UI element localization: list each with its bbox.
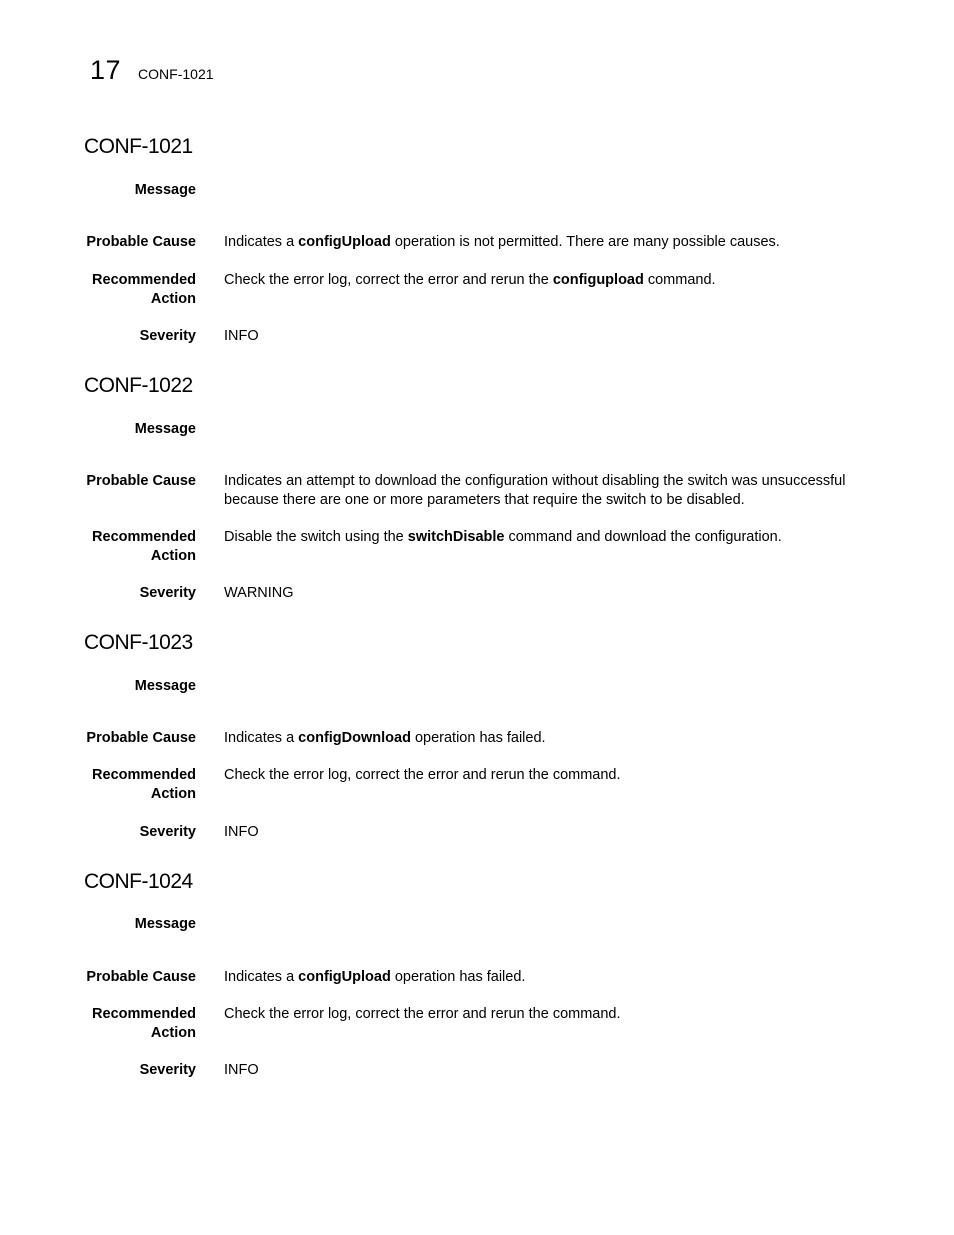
recommended-action-text: Check the error log, correct the error and rerun the configupload command.: [224, 272, 716, 288]
severity-label: Severity: [139, 824, 196, 840]
command-name: configDownload: [298, 730, 411, 746]
recommended-action-text: Check the error log, correct the error and rerun the command.: [224, 767, 621, 783]
chapter-title: CONF-1021: [138, 66, 214, 82]
command-name: configUpload: [298, 234, 391, 250]
severity-value: INFO: [224, 1062, 259, 1078]
recommended-action-label: Recommended Action: [92, 767, 196, 802]
page-header: [90, 55, 214, 85]
probable-cause-label: Probable Cause: [86, 969, 196, 985]
message-label: Message: [134, 182, 196, 198]
recommended-action-text: Check the error log, correct the error and rerun the command.: [224, 1006, 621, 1022]
command-name: switchDisable: [407, 529, 505, 545]
command-name: configUpload: [298, 969, 391, 985]
message-label: Message: [134, 678, 196, 694]
recommended-action-label: Recommended Action: [92, 529, 196, 564]
recommended-action-text: Disable the switch using the switchDisable command and download the configuration.: [224, 529, 782, 545]
severity-value: INFO: [224, 328, 259, 344]
probable-cause-text: Indicates a configUpload operation is not permitted. There are many possible causes.: [224, 234, 780, 250]
severity-label: Severity: [139, 1062, 196, 1078]
message-label: Message: [134, 916, 196, 932]
chapter-number: 17: [90, 55, 122, 85]
severity-value: INFO: [224, 824, 259, 840]
section-title: CONF-1022: [84, 374, 193, 397]
section-title: CONF-1023: [84, 631, 193, 654]
command-name: configupload: [552, 272, 644, 288]
probable-cause-label: Probable Cause: [86, 473, 196, 489]
severity-label: Severity: [139, 328, 196, 344]
probable-cause-text: Indicates an attempt to download the configuration without disabling the switch was unsuccessful because there are one or more parameters that require the switch to be disabled.: [224, 473, 846, 508]
section-title: CONF-1024: [84, 870, 193, 893]
recommended-action-label: Recommended Action: [92, 272, 196, 307]
recommended-action-label: Recommended Action: [92, 1006, 196, 1041]
probable-cause-text: Indicates a configUpload operation has failed.: [224, 969, 526, 985]
severity-value: WARNING: [224, 585, 294, 601]
message-label: Message: [134, 421, 196, 437]
probable-cause-label: Probable Cause: [86, 730, 196, 746]
section-title: CONF-1021: [84, 135, 193, 158]
severity-label: Severity: [139, 585, 196, 601]
probable-cause-label: Probable Cause: [86, 234, 196, 250]
probable-cause-text: Indicates a configDownload operation has failed.: [224, 730, 546, 746]
